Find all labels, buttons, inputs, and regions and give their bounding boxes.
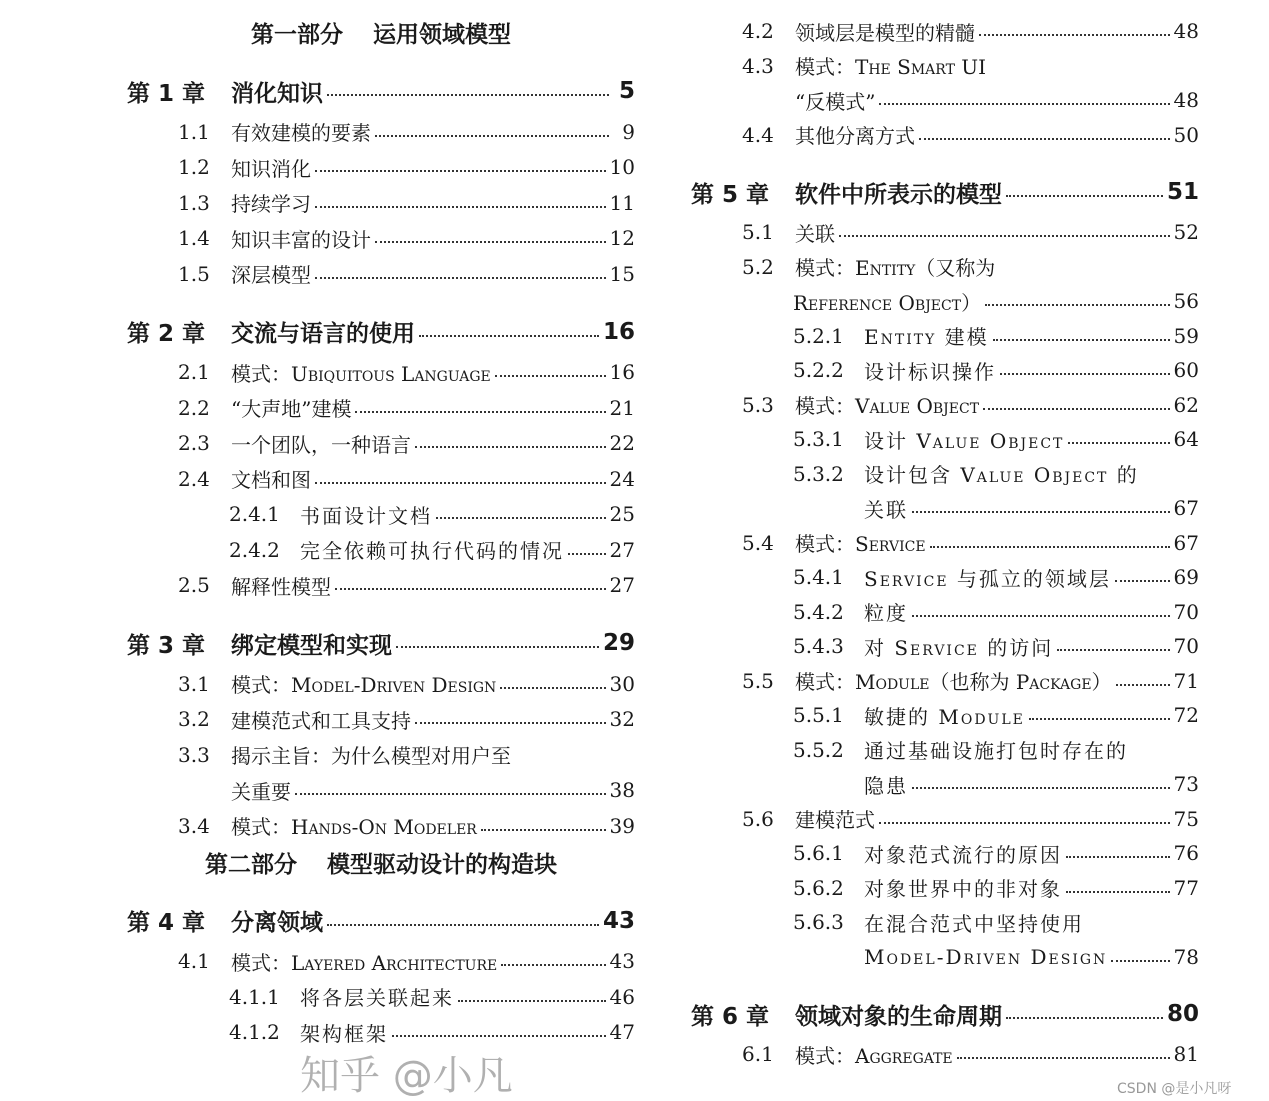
entry-title: 敏捷的 Module [864,704,1025,729]
page-number: 67 [1173,530,1199,555]
toc-sub-entry[interactable] [691,905,1199,940]
entry-number: 5.1 [742,220,774,245]
entry-number: 5.2.2 [793,358,844,383]
entry-title-continued: 隐患 [864,773,908,798]
dot-leader [481,829,606,831]
page-number: 59 [1173,323,1199,348]
entry-title: 对 Service 的访问 [864,635,1054,660]
toc-chapter-entry[interactable] [127,898,635,944]
entry-number: 1.5 [178,261,210,286]
dot-leader [985,304,1169,306]
entry-title: 将各层关联起来 [300,986,454,1011]
dot-leader [315,482,606,484]
toc-chapter-entry[interactable] [127,309,635,355]
dot-leader [419,335,599,337]
toc-sub-entry[interactable] [691,698,1199,733]
entry-title: 分离领域 [231,910,323,936]
entry-number: 5.4.3 [793,634,844,659]
dot-leader [396,646,599,648]
page-number: 43 [609,949,635,974]
dot-leader [315,277,606,279]
toc-sec-entry[interactable] [691,1037,1199,1072]
dot-leader [1115,580,1170,582]
toc-part-entry [127,844,635,881]
toc-entry-continuation[interactable] [691,940,1199,975]
entry-title: 有效建模的要素 [231,121,371,146]
dot-leader [415,446,606,448]
toc-sec-entry[interactable] [127,355,635,391]
page-number: 24 [609,466,635,491]
entry-number: 5.6 [742,806,774,831]
dot-leader [1000,373,1170,375]
page-number: 71 [1173,668,1199,693]
dot-leader [839,235,1170,237]
toc-sec-entry[interactable] [127,737,635,773]
toc-entry-continuation[interactable] [127,773,635,809]
entry-number: 3.4 [178,813,210,838]
entry-number: 5.5.1 [793,703,844,728]
toc-entry-continuation[interactable] [691,767,1199,802]
entry-number: 2.4.1 [229,502,280,527]
dot-leader [415,722,606,724]
dot-leader [375,241,606,243]
dot-leader [1066,856,1170,858]
toc-chapter-entry[interactable] [691,991,1199,1037]
entry-number: 第 3 章 [127,632,206,659]
dot-leader [1057,649,1169,651]
entry-title: “大声地”建模 [231,397,352,422]
dot-leader [295,793,606,795]
toc-sec-entry[interactable] [127,666,635,702]
page-number: 46 [609,984,635,1009]
dot-leader [919,138,1170,140]
entry-number: 第二部分 [205,851,297,878]
dot-leader [335,588,606,590]
entry-title-continued: 关联 [864,497,908,522]
entry-number: 2.3 [178,431,210,456]
entry-number: 4.4 [742,122,774,147]
dot-leader [1066,891,1170,893]
dot-leader [458,1000,606,1002]
page-number: 50 [1173,122,1199,147]
entry-title: 模式：Aggregate [795,1043,953,1068]
entry-number: 第 1 章 [127,80,206,107]
page-number: 70 [1173,634,1199,659]
toc-chapter-entry[interactable] [127,620,635,666]
toc-sub-entry[interactable] [691,629,1199,664]
entry-number: 5.3 [742,392,774,417]
zhihu-watermark: 知乎 @小凡 [300,1053,513,1099]
page-number: 47 [609,1020,635,1045]
page-number: 48 [1173,19,1199,44]
dot-leader [501,964,605,966]
toc-sub-entry[interactable] [691,595,1199,630]
toc-sub-entry[interactable] [691,871,1199,906]
dot-leader [930,546,1170,548]
entry-title-continued: Model-Driven Design [864,944,1108,969]
toc-sub-entry[interactable] [691,457,1199,492]
entry-number: 5.4.1 [793,565,844,590]
entry-title: 关联 [795,221,835,246]
entry-title: 建模范式 [795,808,875,833]
entry-number: 6.1 [742,1042,774,1067]
entry-title: 绑定模型和实现 [231,632,392,659]
toc-sec-entry[interactable] [127,185,635,221]
page-number: 12 [609,226,635,251]
entry-title: 模式：Layered Architecture [231,950,498,975]
dot-leader [912,787,1170,789]
toc-sub-entry[interactable] [127,1015,635,1051]
page-number: 9 [622,119,635,144]
page-number: 29 [602,630,635,656]
entry-number: 3.1 [178,671,210,696]
toc-chapter-entry[interactable] [691,169,1199,215]
toc-sec-entry[interactable] [691,118,1199,153]
entry-title: 设计 Value Object [864,428,1065,453]
toc-sec-entry[interactable] [127,702,635,738]
entry-number: 5.4.2 [793,599,844,624]
toc-sec-entry[interactable] [691,802,1199,837]
entry-title-continued: Reference Object） [793,290,982,315]
page-number: 75 [1173,806,1199,831]
entry-number: 3.3 [178,742,210,767]
dot-leader [993,339,1170,341]
dot-leader [879,103,1169,105]
dot-leader [912,511,1170,513]
page-number: 30 [609,671,635,696]
entry-title: Entity 建模 [864,325,989,350]
page-number: 27 [609,537,635,562]
entry-title: 消化知识 [231,80,323,107]
entry-title: 建模范式和工具支持 [231,708,411,733]
dot-leader [1068,442,1169,444]
entry-title: 模式：Entity（又称为 [795,256,996,281]
toc-sub-entry[interactable] [127,532,635,568]
entry-title: 模式：Value Object [795,394,980,419]
dot-leader [315,206,606,208]
entry-number: 5.6.1 [793,841,844,866]
page-number: 25 [609,502,635,527]
entry-title: 深层模型 [231,263,311,288]
page-number: 39 [609,813,635,838]
entry-number: 4.3 [742,53,774,78]
entry-number: 第一部分 [251,22,343,48]
page-number: 43 [602,907,635,934]
dot-leader [327,924,599,926]
dot-leader [983,408,1170,410]
entry-title: 交流与语言的使用 [231,321,415,347]
toc-sec-entry[interactable] [127,426,635,462]
entry-number: 4.2 [742,19,774,44]
page-number: 78 [1173,944,1199,969]
entry-title: Service 与孤立的领域层 [864,566,1111,591]
entry-title: 模式：Model-Driven Design [231,673,497,698]
entry-title: 对象范式流行的原因 [864,842,1062,867]
page-number: 21 [609,395,635,420]
entry-number: 第 2 章 [127,321,206,347]
dot-leader [495,375,606,377]
entry-title: 对象世界中的非对象 [864,877,1062,902]
entry-number: 1.2 [178,155,210,180]
page-number: 72 [1173,703,1199,728]
toc-sec-entry[interactable] [127,568,635,604]
dot-leader [500,687,605,689]
entry-title: 书面设计文档 [300,503,432,528]
entry-number: 5.2 [742,254,774,279]
page-number: 5 [618,78,635,104]
page-number: 67 [1173,496,1199,521]
toc-entry-continuation[interactable] [691,83,1199,118]
entry-title: 通过基础设施打包时存在的 [864,739,1128,764]
toc-sub-entry[interactable] [691,422,1199,457]
entry-number: 3.2 [178,707,210,732]
dot-leader [1111,960,1169,962]
page-number: 16 [609,360,635,385]
toc-sub-entry[interactable] [691,733,1199,768]
toc-sec-entry[interactable] [127,944,635,980]
toc-chapter-entry[interactable] [127,68,635,114]
toc-sec-entry[interactable] [691,215,1199,250]
toc-sec-entry[interactable] [691,664,1199,699]
page-number: 62 [1173,392,1199,417]
toc-sec-entry[interactable] [127,221,635,257]
page-number: 51 [1166,179,1199,205]
entry-title: 文档和图 [231,468,311,493]
toc-left-column [127,14,635,1050]
toc-sub-entry[interactable] [691,836,1199,871]
entry-number: 5.5 [742,668,774,693]
entry-number: 5.3.2 [793,461,844,486]
entry-number: 第 4 章 [127,910,206,936]
entry-title: 模型驱动设计的构造块 [327,851,557,878]
entry-title: 知识丰富的设计 [231,227,371,252]
page-number: 16 [602,318,635,345]
dot-leader [355,411,605,413]
page-number: 32 [609,707,635,732]
dot-leader [436,517,606,519]
toc-sec-entry[interactable] [127,461,635,497]
entry-title: 解释性模型 [231,574,331,599]
entry-number: 2.5 [178,573,210,598]
page-number: 69 [1173,565,1199,590]
entry-number: 4.1 [178,949,210,974]
entry-number: 2.1 [178,360,210,385]
entry-number: 4.1.1 [229,984,280,1009]
entry-number: 5.5.2 [793,737,844,762]
toc-sec-entry[interactable] [691,388,1199,423]
entry-title: 持续学习 [231,192,311,217]
page-number: 10 [609,155,635,180]
entry-title: 领域层是模型的精髓 [795,20,975,45]
dot-leader [315,170,606,172]
dot-leader [392,1035,606,1037]
entry-title: 知识消化 [231,156,311,181]
page-number: 11 [609,190,635,215]
entry-title: 设计包含 Value Object 的 [864,463,1139,488]
toc-sub-entry[interactable] [127,497,635,533]
toc-sec-entry[interactable] [127,150,635,186]
entry-number: 1.1 [178,119,210,144]
dot-leader [1116,684,1170,686]
toc-sub-entry[interactable] [691,560,1199,595]
page-number: 60 [1173,358,1199,383]
entry-title: 设计标识操作 [864,359,996,384]
toc-sec-entry[interactable] [127,808,635,844]
page-number: 56 [1173,289,1199,314]
dot-leader [327,94,609,96]
entry-title: 模式：Service [795,532,926,557]
dot-leader [957,1057,1170,1059]
entry-title: 模式：The Smart UI [795,55,987,80]
entry-number: 5.2.1 [793,323,844,348]
toc-sec-entry[interactable] [691,250,1199,285]
entry-title: 在混合范式中坚持使用 [864,911,1084,936]
page-number: 15 [609,261,635,286]
page-number: 22 [609,431,635,456]
entry-title-continued: 关重要 [231,779,291,804]
dot-leader [1006,1017,1163,1019]
dot-leader [879,822,1170,824]
toc-right-column [691,14,1199,1072]
entry-title: 架构框架 [300,1021,388,1046]
entry-number: 5.3.1 [793,427,844,452]
toc-sec-entry[interactable] [691,14,1199,49]
entry-title: 领域对象的生命周期 [795,1003,1002,1030]
page-number: 81 [1173,1042,1199,1067]
page-number: 52 [1173,220,1199,245]
toc-entry-continuation[interactable] [691,491,1199,526]
entry-title: 其他分离方式 [795,124,915,149]
page-number: 27 [609,573,635,598]
page-number: 77 [1173,875,1199,900]
toc-sub-entry[interactable] [691,353,1199,388]
entry-title: 粒度 [864,601,908,626]
entry-number: 2.4 [178,466,210,491]
dot-leader [375,135,609,137]
dot-leader [568,553,606,555]
page-number: 48 [1173,88,1199,113]
page-number: 73 [1173,772,1199,797]
toc-sec-entry[interactable] [127,256,635,292]
page-number: 70 [1173,599,1199,624]
page-number: 80 [1166,1001,1199,1027]
toc-part-entry [127,14,635,51]
entry-number: 1.4 [178,226,210,251]
page-number: 64 [1173,427,1199,452]
entry-title: 模式：Ubiquitous Language [231,361,491,386]
entry-number: 第 6 章 [691,1003,770,1030]
page-number: 76 [1173,841,1199,866]
entry-number: 1.3 [178,190,210,215]
entry-number: 4.1.2 [229,1020,280,1045]
csdn-watermark: CSDN @是小凡呀 [1117,1081,1232,1097]
entry-title: 模式：Hands-On Modeler [231,815,477,840]
entry-number: 2.4.2 [229,537,280,562]
toc-sec-entry[interactable] [127,114,635,150]
dot-leader [1029,718,1170,720]
entry-number: 5.6.3 [793,910,844,935]
entry-title: 一个团队，一种语言 [231,432,411,457]
entry-number: 第 5 章 [691,181,770,208]
toc-sub-entry[interactable] [127,979,635,1015]
toc-sec-entry[interactable] [691,49,1199,84]
entry-title: 完全依赖可执行代码的情况 [300,539,564,564]
entry-number: 5.6.2 [793,875,844,900]
entry-title: 模式：Module（也称为 Package） [795,670,1112,695]
toc-entry-continuation[interactable] [691,284,1199,319]
toc-sec-entry[interactable] [127,390,635,426]
dot-leader [1006,195,1163,197]
page-number: 38 [609,778,635,803]
toc-sec-entry[interactable] [691,526,1199,561]
entry-title: 运用领域模型 [373,22,511,48]
dot-leader [979,34,1170,36]
dot-leader [912,615,1170,617]
entry-title: 软件中所表示的模型 [795,181,1002,208]
entry-number: 2.2 [178,395,210,420]
entry-title-continued: “反模式” [795,89,876,114]
toc-sub-entry[interactable] [691,319,1199,354]
entry-number: 5.4 [742,530,774,555]
entry-title: 揭示主旨：为什么模型对用户至 [231,744,511,769]
